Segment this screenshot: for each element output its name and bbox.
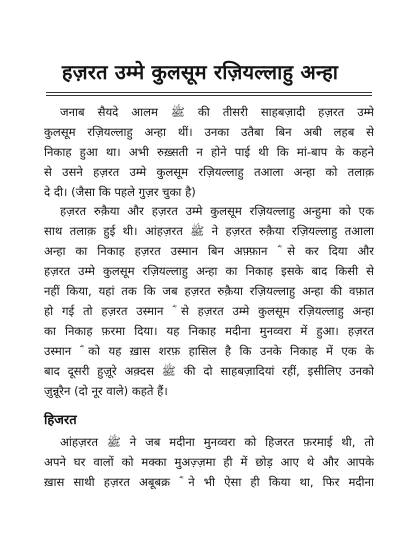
text-line: हज़रत रुक़ैया और हज़रत उम्मे कुलसूम रज़ियल्लाहु अन्हुमा को एक: [60, 204, 374, 218]
chapter-title: हज़रत उम्मे कुलसूम रज़ियल्लाहु अन्हा: [61, 60, 339, 84]
text-line: जनाब सैयदे आलम ﷺ की तीसरी साहबज़ादी हज़रत उम्मे: [60, 105, 374, 119]
paragraph-1: [44, 102, 374, 202]
text-line: बाद दूसरी हुज़ूरे अक़्दस ﷺ की दो साहबज़ादियां रहीं, इसीलिए उनको: [44, 364, 374, 378]
text-line: साथ तलाक़ हुई थी। आंहज़रत ﷺ ने हज़रत रुक़ैया रज़ियल्लाहु तआला: [44, 224, 374, 238]
text-line: ख़ास साथी हज़रत अबूबक्र ؓ ने भी ऐसा ही किया था, फिर मदीना: [44, 475, 374, 489]
text-line: हज़रत उम्मे कुलसूम रज़ियल्लाहु अन्हा का निकाह इसके बाद किसी से: [44, 264, 374, 278]
paragraph-3: [44, 432, 374, 492]
text-line: ज़ुन्नूरैन (दो नूर वाले) कहते हैं।: [44, 384, 168, 398]
paragraph-2: [44, 201, 374, 401]
text-line: उस्मान ؓ को यह ख़ास शरफ़ हासिल है कि उनके निकाह में एक के: [44, 344, 374, 358]
text-line: अन्हा का निकाह हज़रत उस्मान बिन अफ़्फ़ान ؓ से कर दिया और: [44, 244, 374, 258]
title-rule-top: [46, 92, 372, 93]
text-line: आंहज़रत ﷺ ने जब मदीना मुनव्वरा को हिजरत फ़रमाई थी, तो: [60, 435, 374, 449]
text-line: कुलसूम रज़ियल्लाहु अन्हा थीं। उनका उतैबा बिन अबी लहब से: [44, 125, 374, 139]
text-line: अपने घर वालों को मक्का मुअज़्ज़मा ही में छोड़ आए थे और आपके: [44, 455, 374, 469]
text-line: से उसने हज़रत उम्मे कुलसूम रज़ियल्लाहु तआला अन्हा को तलाक़: [44, 165, 374, 179]
text-line: हो गई तो हज़रत उस्मान ؓ से हज़रत उम्मे कुलसूम रज़ियल्लाहु अन्हा: [44, 304, 374, 318]
text-line: नहीं किया, यहां तक कि जब हज़रत रुक़ैया रज़ियल्लाहु अन्हा की वफ़ात: [44, 284, 374, 298]
title-rule-bottom: [46, 95, 372, 96]
section-heading: हिजरत: [44, 413, 77, 428]
text-line: निकाह हुआ था। अभी रुख़्सती न होने पाई थी कि मां-बाप के कहने: [44, 145, 374, 159]
text-line: का निकाह फ़रमा दिया। यह निकाह मदीना मुनव्वरा में हुआ। हज़रत: [44, 324, 374, 338]
text-line: दे दी। (जैसा कि पहले गुज़र चुका है): [44, 185, 196, 199]
